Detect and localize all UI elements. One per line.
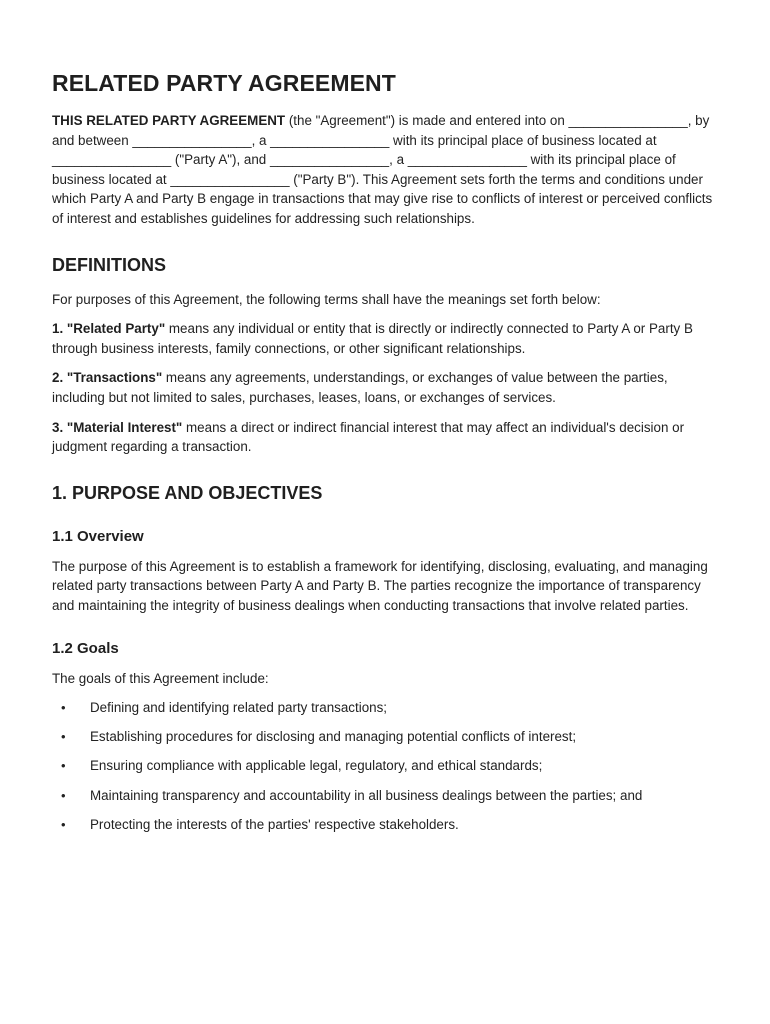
goals-lead: The goals of this Agreement include:	[52, 670, 269, 686]
section-purpose-heading: 1. PURPOSE AND OBJECTIVES	[52, 482, 323, 503]
list-item	[52, 756, 720, 776]
bullet-icon: •	[61, 787, 66, 803]
list-item	[52, 815, 720, 835]
definition-item-material-interest	[52, 418, 720, 457]
list-item-text: Ensuring compliance with applicable legal, regulatory, and ethical standards;	[90, 758, 543, 774]
definition-text: means a direct or indirect financial interest that may affect an individual's decision or judgment regarding a transaction.	[52, 419, 685, 455]
definition-term: 3. "Material Interest"	[52, 419, 183, 435]
list-item	[52, 786, 720, 806]
document-title: RELATED PARTY AGREEMENT	[52, 70, 396, 96]
definition-text: means any agreements, understandings, or exchanges of value between the parties, including but not limited to sales, purchases, leases, loans, or exchanges of services.	[52, 370, 668, 405]
subsection-overview-heading: 1.1 Overview	[52, 527, 144, 545]
goals-list	[52, 698, 720, 834]
bullet-icon: •	[61, 700, 66, 716]
document-content	[52, 70, 720, 844]
overview-paragraph: The purpose of this Agreement is to establish a framework for identifying, disclosing, evaluating, and managing related party transactions between Party A and Party B. The parties recognize the importance of transparency and maintaining the integrity of business dealings when conducting transactions that involve related parties.	[52, 558, 708, 613]
subsection-goals-heading: 1.2 Goals	[52, 639, 119, 657]
intro-lead: THIS RELATED PARTY AGREEMENT	[52, 113, 286, 128]
bullet-icon: •	[61, 758, 66, 774]
definition-item-related-party	[52, 319, 720, 358]
intro-text: (the "Agreement") is made and entered into on ________________, by and between ________________, a ________________ with its principal place of business located at ________________ ("Party A"), and ________________, a ________________ with its principal place of business located at ________________ ("Party B"). This Agreement sets forth the terms and conditions under which Party A and Party B engage in transactions that may give rise to conflicts of interest or perceived conflicts of interest and establishes guidelines for addressing such relationships.	[52, 113, 713, 226]
list-item-text: Establishing procedures for disclosing and managing potential conflicts of interest;	[90, 729, 577, 745]
definition-term: 1. "Related Party"	[52, 321, 166, 337]
intro-paragraph	[52, 111, 720, 229]
definition-text: means any individual or entity that is directly or indirectly connected to Party A or Party B through business interests, family connections, or other significant relationships.	[52, 321, 693, 356]
definitions-heading: DEFINITIONS	[52, 254, 167, 275]
definition-item-transactions	[52, 368, 720, 407]
list-item-text: Maintaining transparency and accountability in all business dealings between the parties; and	[90, 787, 643, 803]
list-item-text: Defining and identifying related party transactions;	[90, 700, 388, 716]
definition-term: 2. "Transactions"	[52, 370, 163, 386]
list-item-text: Protecting the interests of the parties' respective stakeholders.	[90, 816, 459, 832]
list-item	[52, 727, 720, 747]
list-item	[52, 698, 720, 718]
definitions-lead: For purposes of this Agreement, the following terms shall have the meanings set forth below:	[52, 291, 601, 307]
bullet-icon: •	[61, 816, 66, 832]
bullet-icon: •	[61, 729, 66, 745]
